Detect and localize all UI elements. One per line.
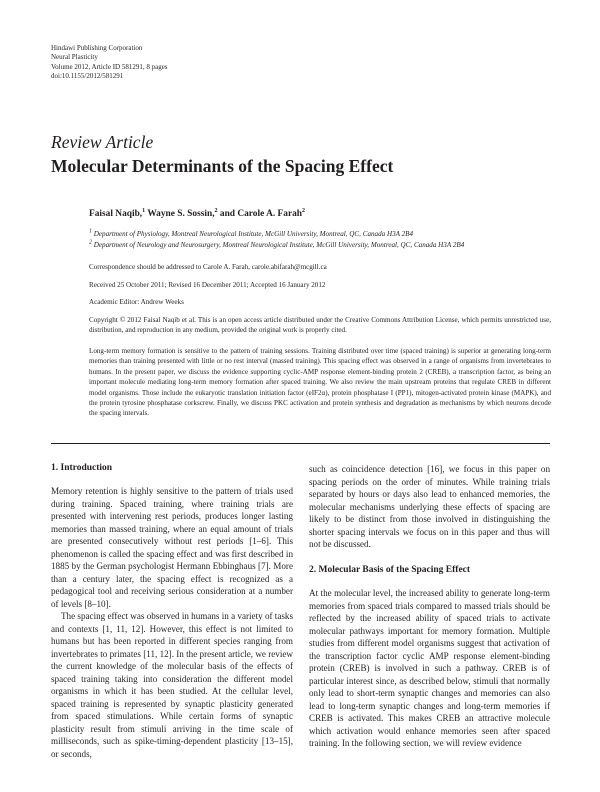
- correspondence-line: Correspondence should be addressed to Carole A. Farah, carole.abifarah@mcgill.ca: [89, 263, 327, 271]
- affiliation-item: [89, 229, 464, 240]
- paragraph: such as coincidence detection [16], we focus in this paper on spacing periods on the order of minutes. While training trials separated by hours or days also lead to enhanced memories, the molecular mechanisms underlying these effects of spacing are likely to be distinct from those involved in distinguishing the shorter spacing intervals we focus on in this paper and thus will not be discussed.: [309, 464, 550, 549]
- affiliation-number: 1: [89, 228, 92, 235]
- academic-editor: Academic Editor: Andrew Weeks: [89, 298, 184, 306]
- affiliation-text: Department of Physiology, Montreal Neurological Institute, McGill University, Montreal, QC, Canada H3A 2B4: [92, 230, 414, 238]
- dates-line: Received 25 October 2011; Revised 16 December 2011; Accepted 16 January 2012: [89, 281, 326, 289]
- affiliation-text: Department of Neurology and Neurosurgery, Montreal Neurological Institute, McGill University, Montreal, QC, Canada H3A 2B4: [92, 241, 465, 249]
- author-name: and Carole A. Farah: [219, 209, 303, 219]
- right-column-text-2: [309, 587, 550, 750]
- section-heading-introduction: 1. Introduction: [51, 463, 113, 473]
- copyright-notice: Copyright © 2012 Faisal Naqib et al. This is an open access article distributed under the Creative Commons Attribution License, which permits unrestricted use, distribution, and reproduction in any medium, provided the original work is properly cited.: [89, 316, 551, 335]
- author-name: Faisal Naqib,: [89, 209, 143, 219]
- author-name: Wayne S. Sossin,: [147, 209, 215, 219]
- paragraph: The spacing effect was observed in humans in a variety of tasks and contexts [1, 11, 12]. However, this effect is not limited to humans but has been reported in different species ranging from invertebrates to primates [11, 12]. In the present article, we review the current knowledge of the molecular basis of the effects of spaced training taking into consideration the different model organisms in which it has been studied. At the cellular level, spaced training is represented by synaptic plasticity generated from spaced stimulations. While certain forms of synaptic plasticity result from stimuli arriving in the time scale of milliseconds, such as spike-timing-dependent plasticity [13–15], or seconds,: [51, 611, 293, 759]
- right-column-text: [309, 463, 550, 551]
- journal-name: Neural Plasticity: [51, 53, 98, 62]
- doi-link[interactable]: doi:10.1155/2012/581291: [51, 71, 124, 80]
- volume-info: Volume 2012, Article ID 581291, 8 pages: [51, 62, 168, 71]
- left-column-text: [51, 485, 293, 760]
- article-type: Review Article: [51, 132, 154, 152]
- paragraph: Memory retention is highly sensitive to the pattern of trials used during training. Spaced training, where training trials are presented with intervening rest periods, produces longer lasting memories than massed training, where an equal amount of trials are presented consecutively without rest periods [1–6]. This phenomenon is called the spacing effect and was first described in 1885 by the German psychologist Hermann Ebbinghaus [7]. More than a century later, the spacing effect is recognized as a pedagogical tool and receiving serious consideration at a number of levels [8–10].: [51, 486, 293, 609]
- section-divider: [51, 443, 550, 444]
- article-title: Molecular Determinants of the Spacing Effect: [51, 156, 394, 176]
- paragraph: At the molecular level, the increased ability to generate long-term memories from spaced trials compared to massed trials should be reflected by the increased ability of spaced trials to activate molecular pathways important for memory formation. Multiple studies from different model organisms suggest that activation of the transcription factor cyclic AMP response element-binding protein (CREB) is involved in such a pathway. CREB is of particular interest since, as described below, stimuli that normally only lead to short-term synaptic changes and memories can also lead to long-term synaptic changes and long-term memories if CREB is activated. This makes CREB an attractive molecule which activation would enhance memories seen after spaced training. In the following section, we will review evidence: [309, 588, 550, 748]
- publisher-name: Hindawi Publishing Corporation: [51, 44, 143, 52]
- affiliation-item: [89, 240, 464, 251]
- affiliation-number: 2: [89, 239, 92, 246]
- abstract: Long-term memory formation is sensitive to the pattern of training sessions. Training distributed over time (spaced training) is superior at generating long-term memories than training presented with little or no rest interval (massed training). This spacing effect was observed in a range of organisms from invertebrates to humans. In the present paper, we discuss the evidence supporting cyclic-AMP response element-binding protein 2 (CREB), a transcription factor, as being an important molecule mediating long-term memory formation after spaced training. We also review the main upstream proteins that regulate CREB in different model organisms. Those include the eukaryotic translation initiation factor (eIF2α), protein phosphatase I (PP1), mitogen-activated protein kinase (MAPK), and the protein tyrosine phosphatase corkscrew. Finally, we discuss PKC activation and protein synthesis and degradation as mechanisms by which neurons decode the spacing intervals.: [89, 347, 551, 418]
- author-affiliation-mark: 1: [142, 207, 146, 214]
- author-list: [89, 209, 305, 219]
- affiliations: [89, 229, 464, 251]
- author-affiliation-mark: 2: [302, 207, 306, 214]
- section-heading-molecular-basis: 2. Molecular Basis of the Spacing Effect: [309, 565, 471, 575]
- author-affiliation-mark: 2: [214, 207, 218, 214]
- journal-header: [51, 44, 168, 81]
